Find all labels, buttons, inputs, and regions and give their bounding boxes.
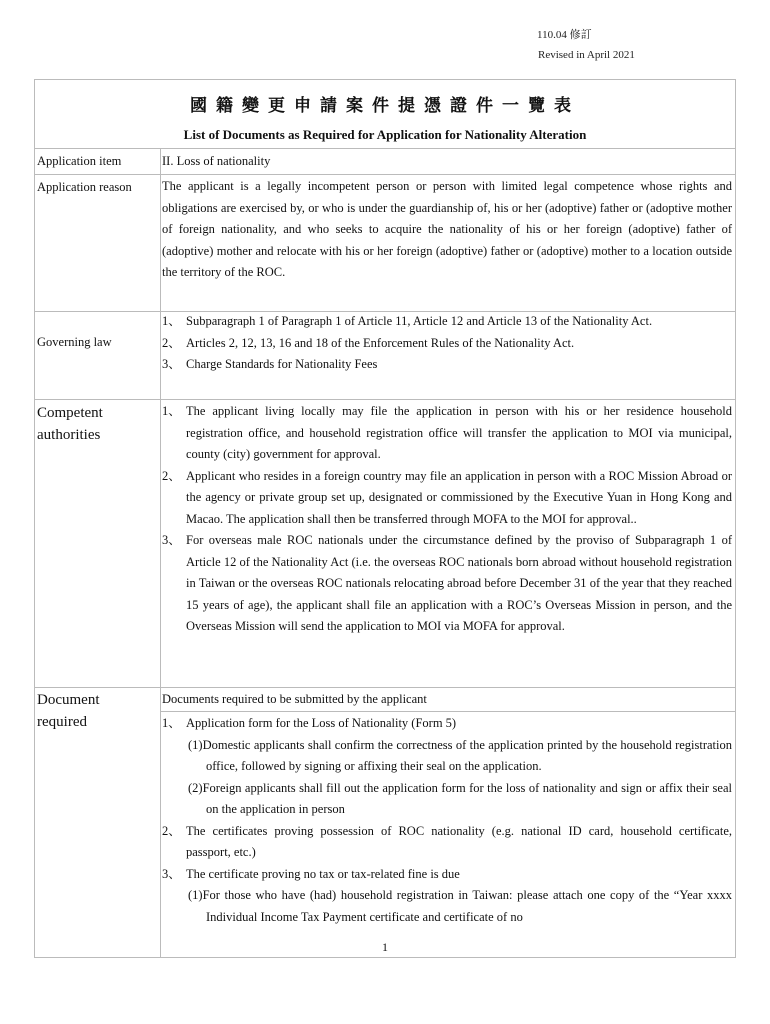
document-table bbox=[34, 79, 736, 958]
label-application-item: Application item bbox=[37, 154, 122, 168]
value-application-reason: The applicant is a legally incompetent person or person with limited legal competence whose rights and obligations are exercised by, or who is under the guardianship of, his or her (adoptive) father or (adoptive mother of foreign nationality, and who seeks to acquire the nationality of his or her foreign (adoptive) father of (adoptive) mother and relocate with his or her foreign (adoptive) father or (adoptive) mother to a location outside the territory of the ROC. bbox=[162, 179, 732, 279]
document-subitem: (1)Domestic applicants shall confirm the correctness of the application printed by the household registration office, followed by signing or affixing their seal on the application. bbox=[188, 737, 732, 773]
revision-date: Revised in April 2021 bbox=[538, 49, 635, 61]
row-divider bbox=[35, 174, 735, 175]
authority-item: 2、 Applicant who resides in a foreign country may file an application in person with a ROC Mission Abroad or the agency or private group set up, designated or commissioned by the Executive Yuan in Hong Kong and Macao. The application shall then be transferred through MOFA to the MOI for approval.. bbox=[162, 468, 732, 526]
document-subitem: (2)Foreign applicants shall fill out the application form for the loss of nationality and sign or affix their seal on the application in person bbox=[188, 780, 732, 816]
revision-code: 110.04 修訂 bbox=[537, 29, 592, 41]
document-item: 2、 The certificates proving possession of ROC nationality (e.g. national ID card, household certificate, passport, etc.) bbox=[162, 823, 732, 859]
value-application-item: II. Loss of nationality bbox=[162, 154, 271, 168]
row-divider bbox=[35, 957, 735, 958]
row-divider bbox=[35, 399, 735, 400]
law-item: 2、 Articles 2, 12, 13, 16 and 18 of the Enforcement Rules of the Nationality Act. bbox=[162, 335, 575, 350]
law-item: 1、 Subparagraph 1 of Paragraph 1 of Article 11, Article 12 and Article 13 of the Nationality Act. bbox=[162, 314, 653, 328]
page-number: 1 bbox=[382, 940, 388, 954]
label-competent-authorities: Competent authorities bbox=[37, 405, 103, 443]
row-divider bbox=[35, 148, 735, 149]
document-subheader: Documents required to be submitted by the applicant bbox=[162, 692, 427, 706]
title-english: List of Documents as Required for Application for Nationality Alteration bbox=[183, 127, 587, 142]
document-item: 1、 Application form for the Loss of Nationality (Form 5) bbox=[162, 716, 457, 730]
value-document-required bbox=[162, 713, 732, 928]
row-divider bbox=[35, 687, 735, 688]
authority-item: 3、 For overseas male ROC nationals under the circumstance defined by the proviso of Subparagraph 1 of Article 12 of the Nationality Act (i.e. the overseas ROC nationals born abroad without household registration in Taiwan or the overseas ROC nationals relocating abroad before December 31 of the year that they reached 15 years of age), the applicant shall file an application with a ROC’s Overseas Mission in person, and the Overseas Mission will send the application to MOI via MOFA for approval. bbox=[162, 533, 732, 633]
value-governing-law bbox=[162, 311, 732, 376]
document-subitem: (1)For those who have (had) household registration in Taiwan: please attach one copy of the “Year xxxx Individual Income Tax Payment certificate and certificate of no bbox=[188, 888, 732, 924]
law-item: 3、 Charge Standards for Nationality Fees bbox=[162, 357, 378, 371]
subrow-divider bbox=[160, 711, 735, 712]
label-governing-law: Governing law bbox=[37, 335, 112, 349]
title-chinese: 國籍變更申請案件提憑證件一覽表 bbox=[190, 96, 580, 115]
authority-item: 1、 The applicant living locally may file the application in person with his or her residence household registration office, and household registration office will transfer the application to MOI via municipal, county (city) government for approval. bbox=[162, 404, 732, 461]
label-application-reason: Application reason bbox=[37, 180, 132, 194]
label-document-required: Document required bbox=[37, 692, 100, 730]
value-competent-authorities bbox=[162, 401, 732, 638]
document-item: 3、 The certificate proving no tax or tax-related fine is due bbox=[162, 866, 460, 881]
column-divider bbox=[160, 148, 161, 958]
